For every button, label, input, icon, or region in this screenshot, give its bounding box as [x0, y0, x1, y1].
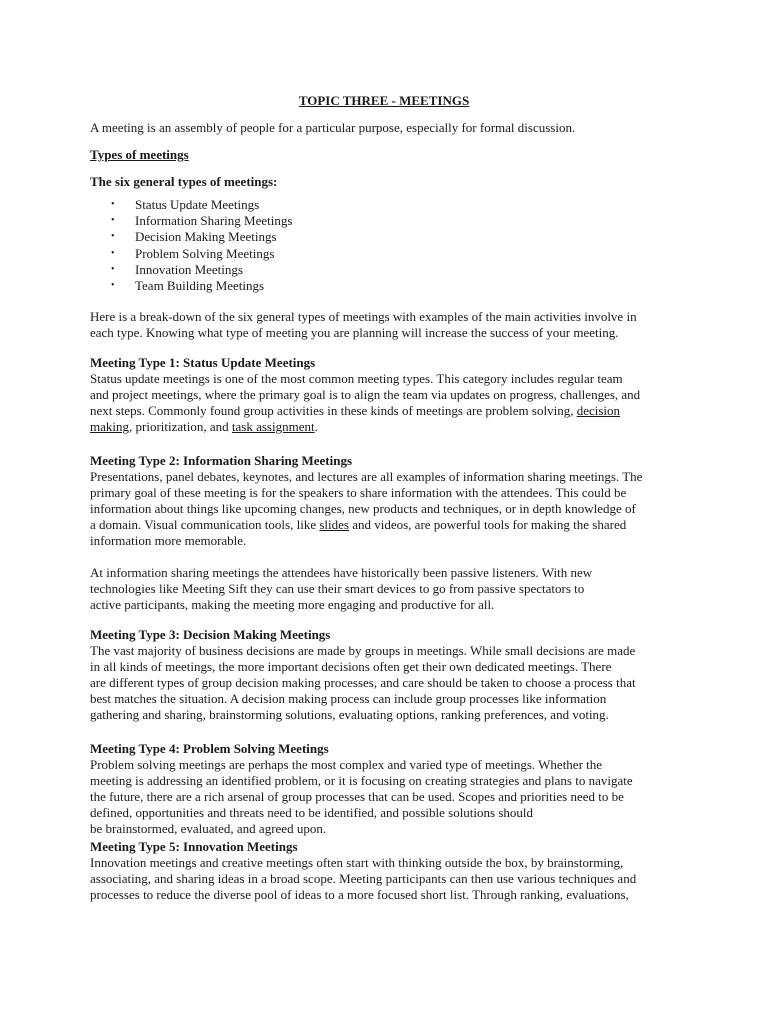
bullet-icon: •	[111, 215, 115, 227]
section-heading: Meeting Type 1: Status Update Meetings	[90, 355, 316, 370]
types-heading: Types of meetings	[90, 147, 189, 162]
list-item: • Problem Solving Meetings	[111, 245, 275, 261]
bullet-icon: •	[111, 279, 115, 291]
list-item: • Decision Making Meetings	[111, 229, 277, 245]
decision-making-link-cont[interactable]: making	[90, 419, 129, 434]
meeting-type-5-section: Meeting Type 5: Innovation Meetings Innovation meetings and creative meetings often start with thinking outside the box, by brainstorming, associating, and sharing ideas in a broad scope. Meeting participants can then use various techniques and processes to reduce the diverse pool of ideas to a more focused short list. Through ranking, evaluations,	[90, 839, 690, 903]
list-item: • Information Sharing Meetings	[111, 213, 293, 229]
types-list-container	[90, 197, 690, 294]
meeting-type-3-section: Meeting Type 3: Decision Making Meetings The vast majority of business decisions are made by groups in meetings. While small decisions are made in all kinds of meetings, the more important decisions often get their own dedicated meetings. There are different types of group decision making processes, and care should be taken to choose a process that best matches the situation. A decision making process can include group processes like information gathering and sharing, brainstorming solutions, evaluating options, ranking preferences, and voting.	[90, 627, 690, 723]
breakdown-paragraph: Here is a break-down of the six general types of meetings with examples of the main activities involve in each type. Knowing what type of meeting you are planning will increase the success of your meeting.	[90, 309, 637, 340]
section-heading: Meeting Type 2: Information Sharing Meetings	[90, 453, 353, 468]
six-types-heading: The six general types of meetings:	[90, 174, 278, 189]
section-heading: Meeting Type 3: Decision Making Meetings	[90, 627, 331, 642]
meeting-type-2-continued: At information sharing meetings the attendees have historically been passive listeners. With new technologies like Meeting Sift they can use their smart devices to go from passive spectators to active participants, making the meeting more engaging and productive for all.	[90, 565, 593, 612]
bullet-icon: •	[111, 231, 115, 243]
list-item: • Innovation Meetings	[111, 261, 243, 277]
bullet-icon: •	[111, 263, 115, 275]
intro-paragraph: A meeting is an assembly of people for a particular purpose, especially for formal discussion.	[90, 120, 576, 135]
list-item: • Team Building Meetings	[111, 277, 265, 293]
section-heading: Meeting Type 4: Problem Solving Meetings	[90, 741, 329, 756]
types-list	[90, 197, 690, 294]
slides-link[interactable]: slides	[319, 517, 349, 532]
list-item: • Status Update Meetings	[111, 197, 260, 212]
section-heading: Meeting Type 5: Innovation Meetings	[90, 839, 298, 854]
bullet-icon: •	[111, 247, 115, 259]
decision-making-link[interactable]: decision	[576, 403, 621, 418]
task-assignment-link[interactable]: task assignment	[231, 419, 315, 434]
page-title: TOPIC THREE - MEETINGS	[298, 93, 470, 108]
meeting-type-1-section: Meeting Type 1: Status Update Meetings Status update meetings is one of the most common meeting types. This category includes regular team and project meetings, where the primary goal is to align the team via updates on progress, challenges, and next steps. Commonly found group activities in these kinds of meetings are problem solving, decision making, prioritization, and task assignment.	[90, 355, 690, 435]
meeting-type-4-section: Meeting Type 4: Problem Solving Meetings Problem solving meetings are perhaps the most complex and varied type of meetings. Whether the meeting is addressing an identified problem, or it is focusing on creating strategies and plans to navigate the future, there are a rich arsenal of group processes that can be used. Scopes and priorities need to be defined, opportunities and threats need to be identified, and possible solutions should be brainstormed, evaluated, and agreed upon.	[90, 741, 690, 837]
bullet-icon: •	[111, 199, 115, 210]
meeting-type-2-section: Meeting Type 2: Information Sharing Meetings Presentations, panel debates, keynotes, and lectures are all examples of information sharing meetings. The primary goal of these meeting is for the speakers to share information with the attendees. This could be information about things like upcoming changes, new products and techniques, or in depth knowledge of a domain. Visual communication tools, like slides and videos, are powerful tools for making the shared information more memorable.	[90, 453, 690, 549]
